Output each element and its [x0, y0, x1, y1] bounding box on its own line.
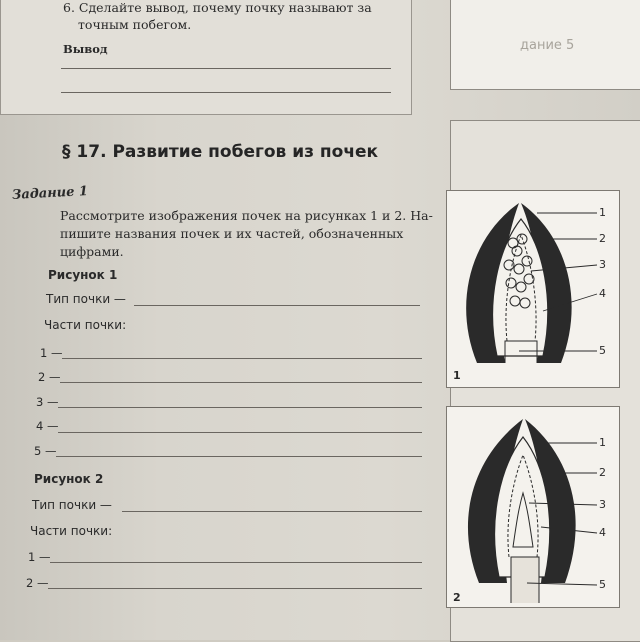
- figure1-part-1-label: 1 —: [40, 346, 63, 360]
- task-label: Задание 1: [11, 184, 89, 203]
- figure1-callout-2: 2: [599, 232, 606, 245]
- figure2-heading: Рисунок 2: [34, 472, 104, 486]
- figure1-parts-label: Части почки:: [44, 318, 127, 332]
- figure1-part-3-label: 3 —: [36, 395, 59, 409]
- task-text-1: Рассмотрите изображения почек на рисунках 1 и 2. На-: [60, 208, 433, 223]
- figure1-label: 1: [453, 369, 461, 382]
- figure2-callout-2: 2: [599, 466, 606, 479]
- figure1-part-2-label: 2 —: [38, 370, 61, 384]
- figure1-callout-4: 4: [599, 287, 606, 300]
- ghost-heading: дание 5: [520, 38, 575, 53]
- figure2-part-1-label: 1 —: [28, 550, 51, 564]
- figure1-heading: Рисунок 1: [48, 268, 118, 282]
- section-title: § 17. Развитие побегов из почек: [62, 142, 379, 162]
- previous-task-box: [0, 0, 412, 115]
- item6-line1: 6. Сделайте вывод, почему почку называют за: [63, 0, 372, 15]
- figure1-part-4-label: 4 —: [36, 419, 59, 433]
- figure2-drawing: [447, 407, 619, 607]
- figure1-part-2-field[interactable]: [60, 382, 422, 383]
- figure1-callout-3: 3: [599, 258, 606, 271]
- figure1-part-1-field[interactable]: [62, 358, 422, 359]
- figure2-callout-5: 5: [599, 578, 606, 591]
- figure2-part-1-field[interactable]: [50, 562, 422, 563]
- figure2-parts-label: Части почки:: [30, 524, 113, 538]
- figure2-stem: [511, 557, 539, 603]
- conclusion-label: Вывод: [63, 42, 108, 56]
- task-text-3: цифрами.: [60, 244, 124, 259]
- figure1-bud-type-field[interactable]: [134, 305, 420, 306]
- conclusion-line-2[interactable]: [61, 92, 391, 93]
- figure2-callout-1: 1: [599, 436, 606, 449]
- figure2-card: [446, 406, 620, 608]
- figure2-part-2-field[interactable]: [48, 588, 422, 589]
- figure1-drawing: [447, 191, 619, 387]
- figure1-callout-1: 1: [599, 206, 606, 219]
- figure1-part-5-field[interactable]: [56, 456, 422, 457]
- figure2-bud-type-field[interactable]: [122, 511, 422, 512]
- figure1-part-3-field[interactable]: [58, 407, 422, 408]
- figure2-callout-4: 4: [599, 526, 606, 539]
- figure1-part-4-field[interactable]: [58, 432, 422, 433]
- figure2-callout-3: 3: [599, 498, 606, 511]
- conclusion-line-1[interactable]: [61, 68, 391, 69]
- figure2-part-2-label: 2 —: [26, 576, 49, 590]
- figure2-label: 2: [453, 591, 461, 604]
- figure1-callout-5: 5: [599, 344, 606, 357]
- figure1-bud-type-label: Тип почки —: [46, 292, 126, 306]
- item6-line2: точным побегом.: [78, 17, 192, 32]
- figure1-part-5-label: 5 —: [34, 444, 57, 458]
- task-text-2: пишите названия почек и их частей, обозначенных: [60, 226, 404, 241]
- figure2-bud-type-label: Тип почки —: [32, 498, 112, 512]
- figure1-card: [446, 190, 620, 388]
